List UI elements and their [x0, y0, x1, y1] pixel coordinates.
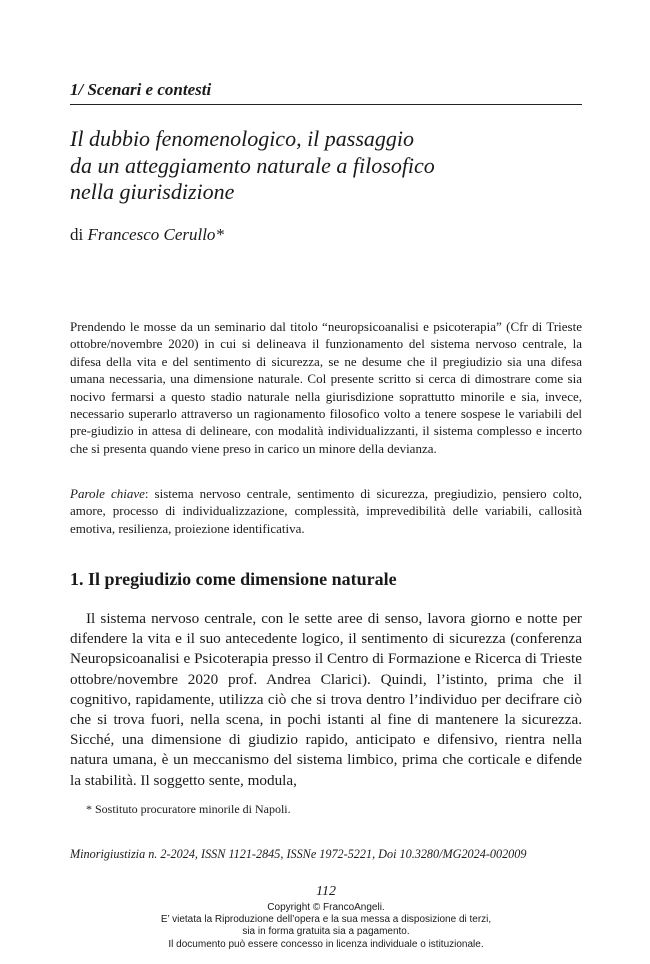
body-paragraph: Il sistema nervoso centrale, con le sette aree di senso, lavora giorno e notte per difendere la vita e il suo antecedente logico, il sentimento di sicurezza (conferenza Neuropsicoanalisi e Psicoterapia presso il Centro di Formazione e Ricerca di Trieste ottobre/novembre 2020 prof. Andrea Clarici). Quindi, l’istinto, prima che il cognitivo, rapidamente, utilizza ciò che si trova dentro l’individuo per decifrare ciò che si trova fuori, nella scena, in pochi istanti al fine di mantenere la sicurezza. Sicché, una dimensione di giudizio rapido, anticipato e difensivo, rientra nella natura umana, è un meccanismo del sistema limbico, prima che corticale e difende la stabilità. Il soggetto sente, modula, [70, 610, 582, 789]
author-name: Francesco Cerullo* [87, 225, 224, 244]
byline-prefix: di [70, 225, 84, 244]
copyright-notice [70, 902, 582, 951]
copyright-line: sia in forma gratuita sia a pagamento. [242, 926, 410, 938]
title-line: nella giurisdizione [70, 179, 235, 204]
title-line: Il dubbio fenomenologico, il passaggio [70, 126, 415, 151]
copyright-line: Il documento può essere concesso in licenza individuale o istituzionale. [168, 938, 484, 950]
copyright-line: E’ vietata la Riproduzione dell’opera e la sua messa a disposizione di terzi, [160, 914, 492, 926]
copyright-line: Copyright © FrancoAngeli. [267, 902, 385, 913]
journal-reference: Minorigiustizia n. 2-2024, ISSN 1121-2845, ISSNe 1972-5221, Doi 10.3280/MG2024-002009 [70, 847, 527, 861]
page-number: 112 [316, 884, 336, 899]
section-header: 1/ Scenari e contesti [70, 80, 582, 105]
keywords [70, 485, 582, 537]
article-title [70, 126, 582, 206]
title-line: da un atteggiamento naturale a filosofico [70, 152, 435, 178]
keywords-text: : sistema nervoso centrale, sentimento di sicurezza, pregiudizio, pensiero colto, amore, processo di individualizzazione, complessità, imprevedibilità delle variabili, callosità emotiva, resilienza, proiezione identificativa. [70, 486, 582, 536]
footnote: * Sostituto procuratore minorile di Napoli. [86, 802, 291, 816]
section-heading: 1. Il pregiudizio come dimensione naturale [70, 569, 397, 589]
abstract: Prendendo le mosse da un seminario dal titolo “neuropsicoanalisi e psicoterapia” (Cfr di Trieste ottobre/novembre 2020) in cui si delineava il funzionamento del sistema nervoso centrale, la difesa della vita e del sentimento di sicurezza, se ne desume che il pregiudizio sia una difesa umana necessaria, una dimensione naturale. Col presente scritto si cerca di dimostrare come sia nocivo fermarsi a questo stadio naturale nella giurisdizione soprattutto minorile e sia, invece, necessario superarlo attraverso un ragionamento filosofico volto a tenere sospese le variabili del pre-giudizio in attesa di delineare, con modalità individualizzanti, il sistema complesso e incerto che si presenta quando viene preso in carico un minore della devianza. [70, 319, 582, 456]
keywords-label: Parole chiave [70, 486, 145, 501]
byline [70, 224, 224, 246]
